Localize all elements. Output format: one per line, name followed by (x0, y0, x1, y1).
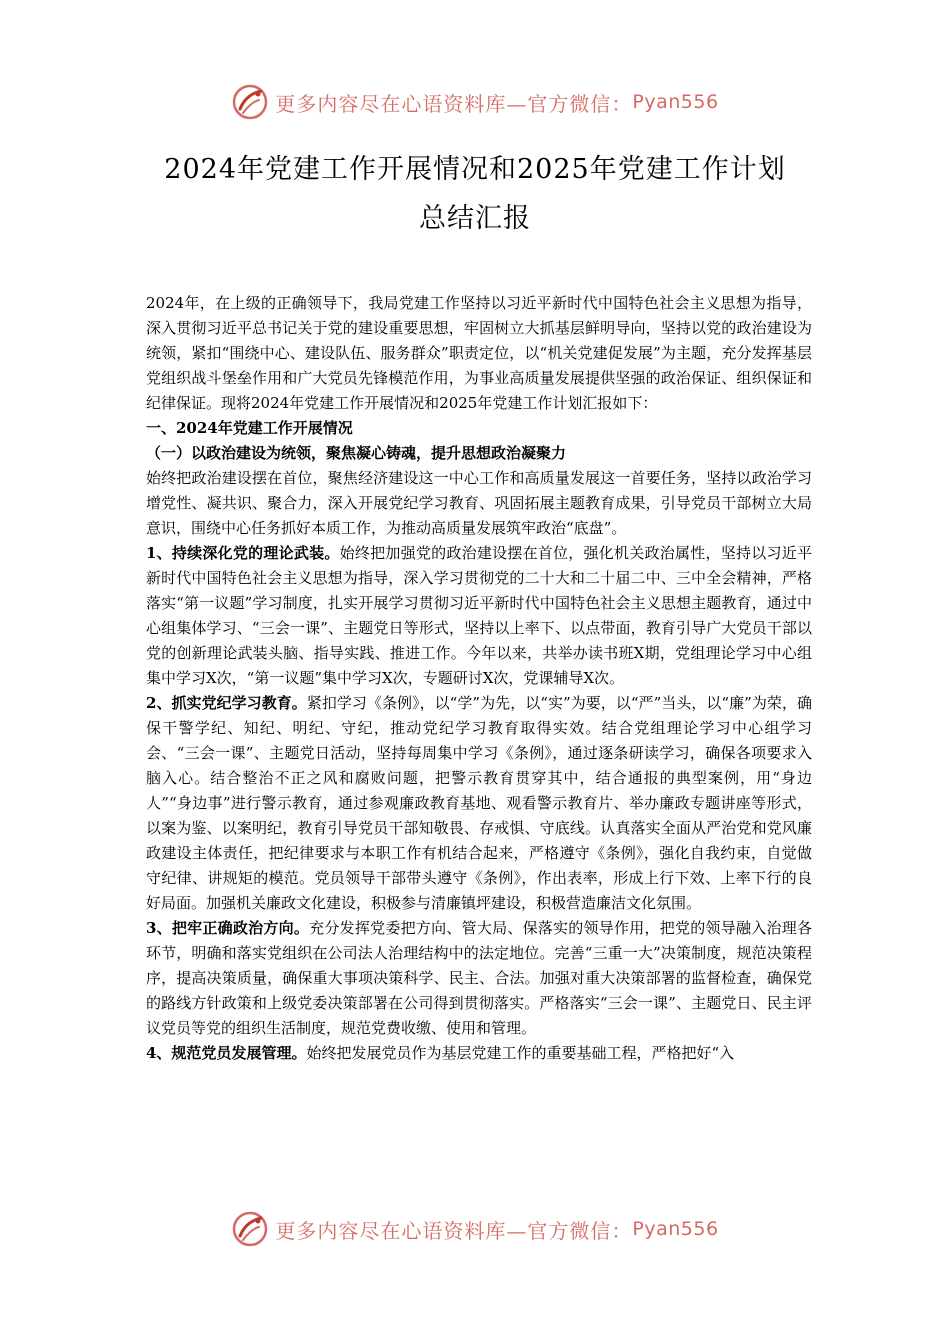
subsection-paragraph: 始终把政治建设摆在首位，聚焦经济建设这一中心工作和高质量发展这一首要任务，坚持以政治学习增党性、凝共识、聚合力，深入开展党纪学习教育、巩固拓展主题教育成果，引导党员干部树立大局意识，围绕中心任务抓好本质工作，为推动高质量发展筑牢政治“底盘”。 (146, 469, 812, 537)
watermark-banner-top (0, 82, 950, 122)
item-body: 始终把加强党的政治建设摆在首位，强化机关政治属性，坚持以习近平新时代中国特色社会主义思想为指导，深入学习贯彻党的二十大和二十届二中、三中全会精神，严格落实“第一议题”学习制度，扎实开展学习贯彻习近平新时代中国特色社会主义思想主题教育，通过中心组集体学习、“三会一课”、主题党日等形式，坚持以上率下、以点带面，教育引导广大党员干部以党的创新理论武装头脑、指导实践、推进工作。今年以来，共举办读书班X期，党组理论学习中心组集中学习X次，“第一议题”集中学习X次，专题研讨X次，党课辅导X次。 (146, 544, 812, 687)
item-lead: 2、抓实党纪学习教育。 (146, 694, 307, 712)
watermark-wechat-id: Pyan556 (632, 1218, 719, 1240)
document-title-line1: 2024年党建工作开展情况和2025年党建工作计划 (164, 154, 786, 185)
list-item (146, 691, 812, 916)
seal-logo-icon (231, 83, 269, 121)
list-item (146, 916, 812, 1041)
watermark-text: 更多内容尽在心语资料库—官方微信： (275, 1218, 633, 1243)
item-lead: 1、持续深化党的理论武装。 (146, 544, 340, 562)
section-heading: 一、2024年党建工作开展情况 (146, 419, 353, 437)
list-item (146, 541, 812, 691)
watermark-wechat-id: Pyan556 (632, 91, 719, 113)
item-body: 始终把发展党员作为基层党建工作的重要基础工程，严格把好“入 (306, 1044, 735, 1062)
item-lead: 3、把牢正确政治方向。 (146, 919, 310, 937)
watermark-banner-bottom (0, 1209, 950, 1249)
item-body: 充分发挥党委把方向、管大局、保落实的领导作用，把党的领导融入治理各环节，明确和落实党组织在公司法人治理结构中的法定地位。完善“三重一大”决策制度，规范决策程序，提高决策质量，确保重大事项决策科学、民主、合法。加强对重大决策部署的监督检查，确保党的路线方针政策和上级党委决策部署在公司得到贯彻落实。严格落实“三会一课”、主题党日、民主评议党员等党的组织生活制度，规范党费收缴、使用和管理。 (146, 919, 812, 1037)
document-body (146, 291, 812, 1066)
seal-logo-icon (231, 1210, 269, 1248)
intro-paragraph: 2024年，在上级的正确领导下，我局党建工作坚持以习近平新时代中国特色社会主义思想为指导，深入贯彻习近平总书记关于党的建设重要思想，牢固树立大抓基层鲜明导向，坚持以党的政治建设为统领，紧扣“围绕中心、建设队伍、服务群众”职责定位，以“机关党建促发展”为主题，充分发挥基层党组织战斗堡垒作用和广大党员先锋模范作用，为事业高质量发展提供坚强的政治保证、组织保证和纪律保证。现将2024年党建工作开展情况和2025年党建工作计划汇报如下： (146, 294, 812, 412)
document-title-line2: 总结汇报 (419, 203, 531, 234)
subsection-heading: （一）以政治建设为统领，聚焦凝心铸魂，提升思想政治凝聚力 (146, 444, 567, 462)
item-body: 紧扣学习《条例》，以“学”为先，以“实”为要，以“严”当头，以“廉”为荣，确保干警学纪、知纪、明纪、守纪，推动党纪学习教育取得实效。结合党组理论学习中心组学习会、“三会一课”、主题党日活动，坚持每周集中学习《条例》，通过逐条研读学习，确保各项要求入脑入心。结合整治不正之风和腐败问题，把警示教育贯穿其中，结合通报的典型案例，用“身边人”“身边事”进行警示教育，通过参观廉政教育基地、观看警示教育片、举办廉政专题讲座等形式，以案为鉴、以案明纪，教育引导党员干部知敬畏、存戒惧、守底线。认真落实全面从严治党和党风廉政建设主体责任，把纪律要求与本职工作有机结合起来，严格遵守《条例》，强化自我约束，自觉做守纪律、讲规矩的模范。党员领导干部带头遵守《条例》，作出表率，形成上行下效、上率下行的良好局面。加强机关廉政文化建设，积极参与清廉镇坪建设，积极营造廉洁文化氛围。 (146, 694, 812, 912)
list-item (146, 1041, 812, 1066)
item-lead: 4、规范党员发展管理。 (146, 1044, 307, 1062)
watermark-text: 更多内容尽在心语资料库—官方微信： (275, 91, 633, 116)
